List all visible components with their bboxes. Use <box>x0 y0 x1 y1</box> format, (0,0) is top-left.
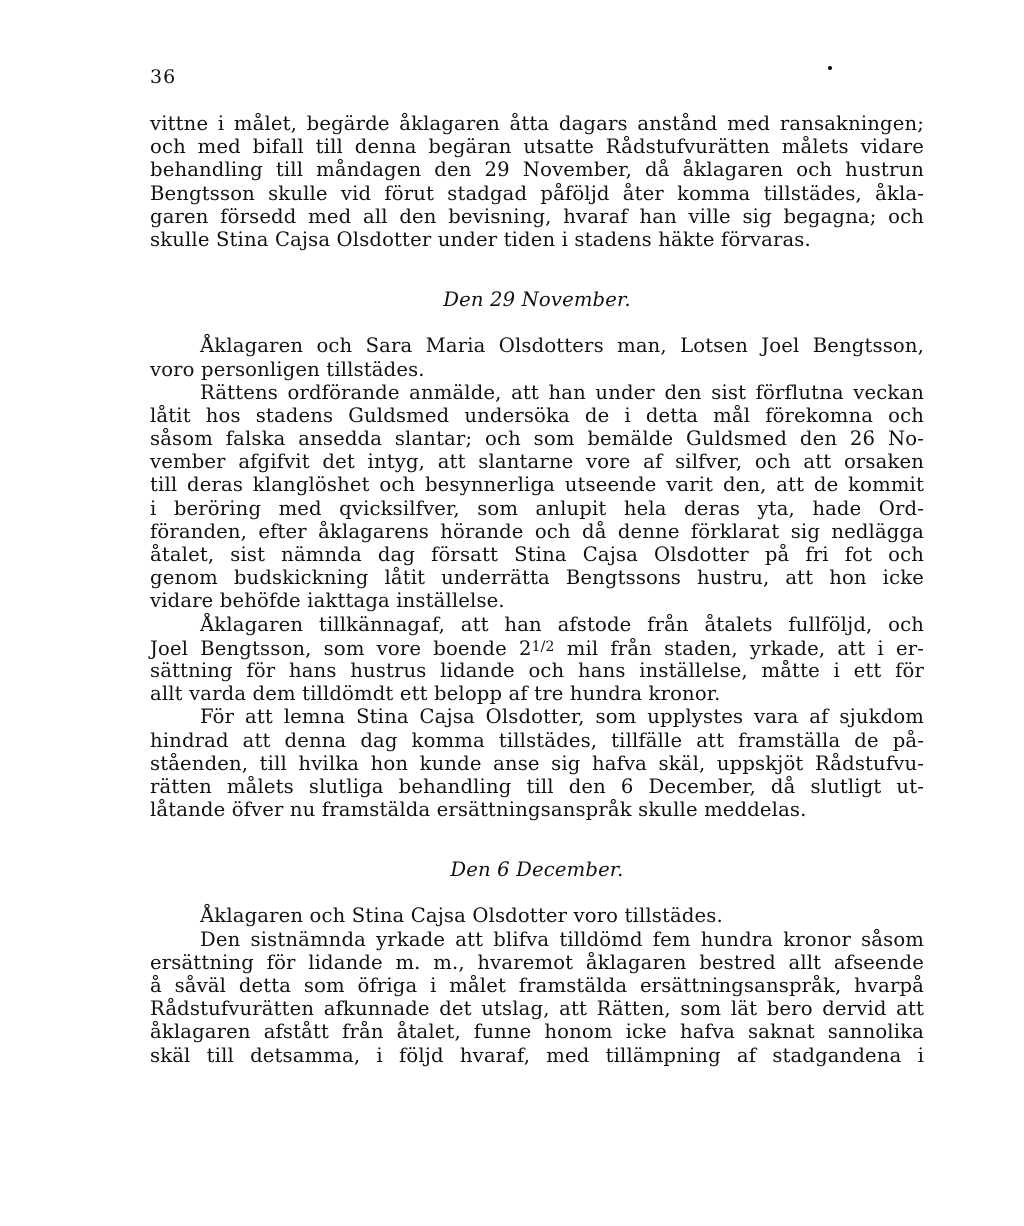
ink-speck <box>828 66 832 70</box>
text-line: Den sistnämnda yrkade att blifva tilldömd fem hundra kronor såsom <box>200 927 924 951</box>
text-line-with-fraction: Joel Bengtsson, som vore boende $2^{1/2}$ mil från staden, yrkade, att i er- <box>150 636 924 660</box>
text-line: sättning för hans hustrus lidande och hans inställelse, måtte i ett för <box>150 658 924 682</box>
text-line: behandling till måndagen den 29 November, då åklagaren och hustrun <box>150 158 924 182</box>
text-line: allt varda dem tilldömdt ett belopp af tre hundra kronor. <box>150 682 721 706</box>
text-line: Åklagaren tillkännagaf, att han afstode från åtalets fullföljd, och <box>200 612 924 636</box>
text-line: åtalet, sist nämnda dag försatt Stina Cajsa Olsdotter på fri fot och <box>150 543 924 566</box>
text-line: rätten målets slutliga behandling till den 6 December, då slutligt ut- <box>150 774 924 798</box>
text-line: vidare behöfde iakttaga inställelse. <box>150 589 505 613</box>
text-line: låtande öfver nu framstälda ersättningsanspråk skulle meddelas. <box>150 798 807 822</box>
text-line: Rättens ordförande anmälde, att han under den sist förflutna veckan <box>200 380 924 404</box>
text-line: låtit hos stadens Guldsmed undersöka de i detta mål förekomna och <box>150 403 924 427</box>
text-line: Åklagaren och Stina Cajsa Olsdotter voro tillstädes. <box>200 904 723 928</box>
date-heading-29-november: Den 29 November. <box>443 288 631 312</box>
text-line: Rådstufvurätten afkunnade det utslag, att Rätten, som lät bero dervid att <box>150 997 924 1021</box>
text-line: hindrad att denna dag komma tillstädes, tillfälle att framställa de på- <box>150 728 924 752</box>
text-line: och med bifall till denna begäran utsatte Rådstufvurätten målets vidare <box>150 135 924 159</box>
text-line: vittne i målet, begärde åklagaren åtta dagars anstånd med ransakningen; <box>150 112 924 135</box>
text-line: skäl till detsamma, i följd hvaraf, med tillämpning af stadgandena i <box>150 1043 924 1067</box>
text-line: föranden, efter åklagarens hörande och då denne förklarat sig nedlägga <box>150 519 924 543</box>
text-line: skulle Stina Cajsa Olsdotter under tiden i stadens häkte förvaras. <box>150 227 811 251</box>
text-line: till deras klanglöshet och besynnerliga utseende varit den, att de kommit <box>150 473 924 497</box>
text-line: vember afgifvit det intyg, att slantarne vore af silfver, och att orsaken <box>150 450 924 474</box>
text-line: å såväl detta som öfriga i målet framstälda ersättningsanspråk, hvarpå <box>150 974 924 997</box>
text-line: ståenden, till hvilka hon kunde anse sig hafva skäl, uppskjöt Rådstufvu- <box>150 751 924 775</box>
text-line: voro personligen tillstädes. <box>150 357 425 381</box>
text-line: ersättning för lidande m. m., hvaremot åklagaren bestred allt afseende <box>150 950 924 974</box>
text-line: såsom falska ansedda slantar; och som bemälde Guldsmed den 26 No- <box>150 427 924 451</box>
text-line: åklagaren afstått från åtalet, funne honom icke hafva saknat sannolika <box>150 1020 924 1044</box>
text-line: Åklagaren och Sara Maria Olsdotters man, Lotsen Joel Bengtsson, <box>200 334 924 358</box>
page-number: 36 <box>150 66 177 88</box>
text-line: i beröring med qvicksilfver, som anlupit hela deras yta, hade Ord- <box>150 496 924 520</box>
text-line: genom budskickning låtit underrätta Bengtssons hustru, att hon icke <box>150 566 924 590</box>
fraction-half: 1/2 <box>531 638 555 655</box>
body-text <box>150 112 924 1067</box>
date-heading-6-december: Den 6 December. <box>450 858 624 882</box>
text-line: För att lemna Stina Cajsa Olsdotter, som upplystes vara af sjukdom <box>200 705 924 729</box>
text-line: garen försedd med all den bevisning, hvaraf han ville sig begagna; och <box>150 204 924 228</box>
text-line: Bengtsson skulle vid förut stadgad påföljd åter komma tillstädes, åkla- <box>150 181 924 205</box>
